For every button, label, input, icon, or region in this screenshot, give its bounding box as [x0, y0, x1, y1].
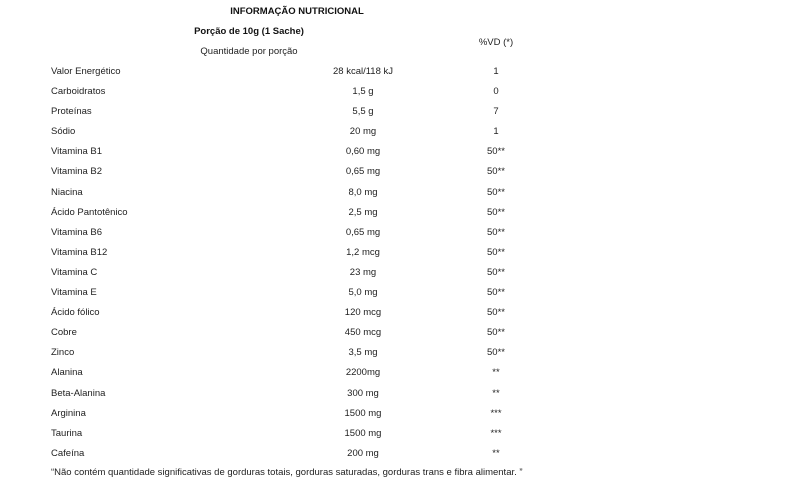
nutrient-name: Ácido Pantotênico — [51, 206, 128, 218]
nutrient-vd: ** — [492, 447, 500, 459]
nutrient-name: Sódio — [51, 126, 76, 138]
nutrient-vd: 50** — [487, 166, 505, 178]
nutrient-amount: 450 mcg — [344, 327, 382, 339]
table-row — [0, 306, 800, 326]
table-row — [0, 346, 800, 366]
nutrient-amount: 3,5 mg — [348, 347, 378, 359]
table-row — [0, 165, 800, 185]
table-row — [0, 266, 800, 286]
nutrient-vd: 50** — [487, 287, 505, 299]
table-row — [0, 65, 800, 85]
nutrient-name: Cafeína — [51, 447, 85, 459]
table-row — [0, 286, 800, 306]
nutrient-name: Taurina — [51, 427, 83, 439]
nutrient-name: Vitamina B12 — [51, 246, 108, 258]
nutrient-amount: 5,0 mg — [348, 287, 378, 299]
nutrient-amount: 200 mg — [347, 447, 379, 459]
nutrient-amount: 2,5 mg — [348, 206, 378, 218]
nutrient-vd: 50** — [487, 186, 505, 198]
nutrient-name: Vitamina B2 — [51, 166, 103, 178]
table-row — [0, 186, 800, 206]
nutrient-amount: 1,5 g — [352, 86, 374, 98]
nutrient-name: Niacina — [51, 186, 83, 198]
nutrient-name: Alanina — [51, 367, 83, 379]
nutrient-vd: 0 — [493, 86, 499, 98]
nutrient-name: Zinco — [51, 347, 75, 359]
table-row — [0, 85, 800, 105]
nutrient-amount: 120 mcg — [344, 307, 382, 319]
nutrient-name: Vitamina C — [51, 266, 98, 278]
nutrient-vd: 50** — [487, 226, 505, 238]
nutrient-amount: 1500 mg — [344, 407, 382, 419]
nutrient-vd: 50** — [487, 146, 505, 158]
vd-column-header: %VD (*) — [478, 37, 514, 48]
nutrient-vd: 50** — [487, 307, 505, 319]
nutrient-vd: 1 — [493, 126, 499, 138]
nutrient-amount: 8,0 mg — [348, 186, 378, 198]
table-row — [0, 447, 800, 467]
nutrient-vd: 50** — [487, 266, 505, 278]
portion-label: Porção de 10g (1 Sache) — [194, 26, 304, 37]
table-row — [0, 226, 800, 246]
nutrient-name: Vitamina B6 — [51, 226, 103, 238]
nutrient-vd: 50** — [487, 206, 505, 218]
nutrient-vd: 1 — [493, 66, 499, 77]
table-row — [0, 145, 800, 165]
nutrient-vd: 50** — [487, 246, 505, 258]
nutrient-amount: 20 mg — [349, 126, 377, 138]
nutrient-amount: 0,60 mg — [345, 146, 381, 158]
nutrient-name: Vitamina E — [51, 287, 97, 299]
nutrient-amount: 1,2 mcg — [346, 246, 380, 258]
table-row — [0, 105, 800, 125]
table-row — [0, 387, 800, 407]
quantity-column-header: Quantidade por porção — [200, 46, 298, 57]
nutrient-vd: *** — [490, 427, 502, 439]
nutrient-vd: 7 — [493, 106, 499, 118]
nutrient-name: Carboidratos — [51, 86, 106, 98]
table-row — [0, 427, 800, 447]
nutrient-name: Vitamina B1 — [51, 146, 103, 158]
table-title: INFORMAÇÃO NUTRICIONAL — [230, 6, 364, 17]
table-row — [0, 206, 800, 226]
nutrient-amount: 2200mg — [345, 367, 381, 379]
nutrient-amount: 23 mg — [349, 266, 377, 278]
nutrient-vd: 50** — [487, 347, 505, 359]
table-row — [0, 125, 800, 145]
nutrient-amount: 1500 mg — [344, 427, 382, 439]
nutrient-vd: 50** — [487, 327, 505, 339]
nutrient-name: Arginina — [51, 407, 86, 419]
nutrient-name: Proteínas — [51, 106, 92, 118]
nutrient-amount: 0,65 mg — [345, 226, 381, 238]
nutrient-amount: 0,65 mg — [345, 166, 381, 178]
nutrient-name: Valor Energético — [51, 66, 121, 77]
nutrient-name: Beta-Alanina — [51, 387, 106, 399]
table-row — [0, 407, 800, 427]
table-row — [0, 246, 800, 266]
nutrient-amount: 28 kcal/118 kJ — [332, 66, 394, 77]
nutrient-vd: ** — [492, 387, 500, 399]
table-row — [0, 326, 800, 346]
nutrient-amount: 5,5 g — [352, 106, 374, 118]
nutrient-amount: 300 mg — [347, 387, 379, 399]
footnote: “Não contém quantidade significativas de gorduras totais, gorduras saturadas, gorduras trans e fibra alimentar. ” — [51, 467, 523, 478]
nutrient-name: Ácido fólico — [51, 307, 100, 319]
nutrition-table — [0, 65, 800, 467]
table-row — [0, 366, 800, 386]
nutrient-vd: *** — [490, 407, 502, 419]
nutrient-vd: ** — [492, 367, 500, 379]
nutrient-name: Cobre — [51, 327, 77, 339]
